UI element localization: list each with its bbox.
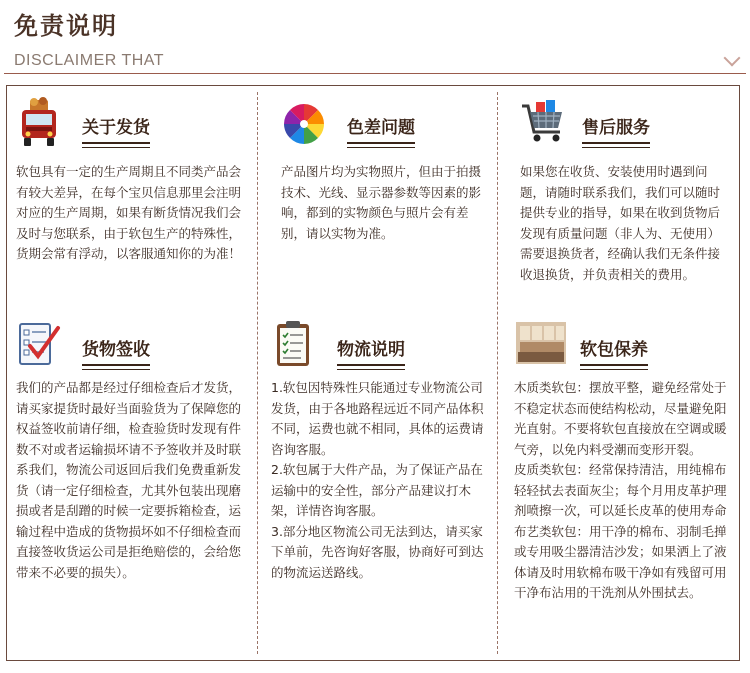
column-divider-2 — [497, 92, 498, 654]
shopping-cart-icon — [520, 96, 566, 148]
paragraph: 皮质类软包：经常保持清洁，用纯棉布轻轻拭去表面灰尘；每个月用皮革护理剂喷擦一次，可以延长皮革的使用寿命 — [514, 462, 727, 518]
chevron-down-icon — [724, 50, 741, 67]
paragraph: 木质类软包：摆放平整，避免经常处于不稳定状态而使结构松动，尽量避免阳光直射。不要将软包直接放在空调或暖气旁，以免内料受潮而变形开裂。 — [514, 380, 727, 457]
paragraph: 产品图片均为实物照片，但由于拍摄技术、光线、显示器参数等因素的影响，都到的实物颜色与照片会有差别，请以实物为准。 — [281, 164, 482, 241]
checklist-icon — [16, 318, 62, 370]
section-body — [16, 378, 244, 583]
paragraph: 3.部分地区物流公司无法到达，请买家下单前，先咨询好客服，协商好可到达的物流运送路线。 — [271, 523, 484, 580]
delivery-truck-icon — [16, 96, 62, 148]
section-body — [16, 162, 242, 265]
section-header — [281, 96, 487, 156]
paragraph: 布艺类软包：用干净的棉布、羽制毛掸或专用吸尘器清洁沙发；如果洒上了液体请及时用软棉布吸干净如有残留可用干净布沾用的干洗剂从外围拭去。 — [514, 523, 727, 600]
section-shipping — [16, 96, 248, 261]
section-body — [514, 378, 734, 604]
section-header — [16, 96, 248, 156]
soft-panel-photo-icon — [514, 318, 568, 370]
section-title: 售后服务 — [582, 118, 650, 144]
section-body — [520, 162, 732, 285]
section-header — [271, 318, 487, 378]
section-color-difference — [281, 96, 487, 241]
color-wheel-icon — [281, 96, 327, 148]
paragraph: 2.软包属于大件产品，为了保证产品在运输中的安全性，部分产品建议打木架，详情咨询客服。 — [271, 462, 483, 518]
section-body — [281, 162, 481, 244]
section-title: 货物签收 — [82, 340, 150, 366]
section-delivery-receipt — [16, 318, 248, 580]
clipboard-icon — [271, 318, 317, 370]
paragraph: 软包具有一定的生产周期且不同类产品会有较大差异，在每个宝贝信息那里会注明对应的生产周期，如果有断货情况我们会及时与您联系，由于软包生产的特殊性，货期会常有浮动，以客服通知你的为准！ — [16, 164, 242, 261]
paragraph: 我们的产品都是经过仔细检查后才发货，请买家提货时最好当面验货为了保障您的权益签收前请仔细，检查验货时发现有件数不对或者运输损坏请不予签收并及时联系我们，物流公司返回后我们免费重新发货（请一定仔细检查，尤其外包装出现磨损或者是刮蹭的时候一定要拆箱检查，运输过程中造成的货物损坏如不仔细检查而直接签收货运公司是拒绝赔偿的，会给您带来不必要的损失）。 — [16, 380, 242, 580]
column-divider-1 — [257, 92, 258, 654]
paragraph: 如果您在收货、安装使用时遇到问题，请随时联系我们，我们可以随时提供专业的指导，如果在收到货物后发现有质量问题（非人为、无使用）需要退换货者，经确认我们无条件接收退换货，并负责相关的费用。 — [520, 164, 721, 282]
section-logistics — [271, 318, 487, 580]
page-subtitle: DISCLAIMER THAT — [14, 52, 165, 69]
paragraph: 1.软包因特殊性只能通过专业物流公司发货，由于各地路程远近不同产品体积不同，运费也就不相同，具体的运费请咨询客服。 — [271, 380, 484, 457]
section-header — [520, 96, 734, 156]
section-title: 关于发货 — [82, 118, 150, 144]
section-header — [514, 318, 736, 378]
section-title: 色差问题 — [347, 118, 415, 144]
page-title: 免责说明 — [14, 12, 118, 40]
section-after-sales — [520, 96, 734, 282]
section-title: 物流说明 — [337, 340, 405, 366]
header-divider — [4, 73, 746, 74]
section-title: 软包保养 — [580, 340, 648, 366]
section-header — [16, 318, 248, 378]
section-maintenance — [514, 318, 736, 600]
section-body — [271, 378, 485, 583]
